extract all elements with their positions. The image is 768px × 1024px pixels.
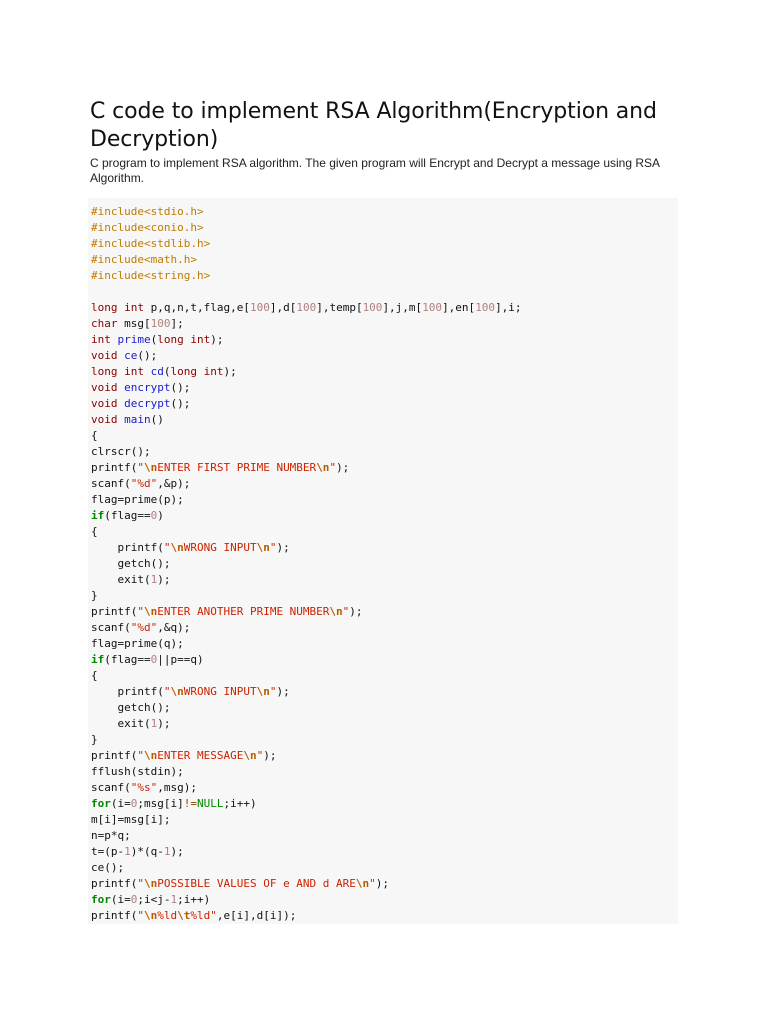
code-token: #include<stdio.h>	[91, 205, 204, 218]
code-line	[91, 860, 678, 876]
code-token: )	[157, 509, 164, 522]
code-token: ],temp[	[316, 301, 363, 314]
code-token: "	[137, 749, 144, 762]
code-token: \n	[143, 461, 158, 474]
code-line	[91, 828, 678, 844]
code-token: exit(	[91, 717, 151, 730]
code-token: \n	[329, 605, 343, 618]
code-line	[91, 428, 678, 444]
code-line	[91, 572, 678, 588]
code-line	[91, 444, 678, 460]
code-token: "%s"	[130, 781, 158, 794]
code-token: )*(q-	[130, 845, 164, 858]
code-token: printf(	[91, 877, 138, 890]
code-token: ENTER ANOTHER PRIME NUMBER	[157, 605, 330, 618]
code-token: getch();	[91, 701, 171, 714]
code-line	[91, 284, 678, 300]
code-line	[91, 476, 678, 492]
code-token: (flag==	[104, 653, 151, 666]
code-token: );	[210, 333, 224, 346]
code-token: fflush(stdin);	[91, 765, 184, 778]
code-token: \n	[143, 749, 158, 762]
code-line	[91, 668, 678, 684]
code-token: prime	[117, 333, 151, 346]
code-token: clrscr();	[91, 445, 151, 458]
code-token: ;i++)	[223, 797, 257, 810]
code-token: "	[163, 541, 171, 554]
code-token: "%d"	[130, 477, 158, 490]
code-line	[91, 316, 678, 332]
code-line	[91, 204, 678, 220]
code-token: encrypt	[124, 381, 171, 394]
code-token: int	[91, 333, 111, 346]
code-token: ];	[170, 317, 184, 330]
code-token: decrypt	[124, 397, 171, 410]
code-token: long int	[91, 301, 144, 314]
code-token: ENTER FIRST PRIME NUMBER	[157, 461, 317, 474]
code-token: !=	[183, 797, 197, 810]
code-token: 100	[296, 301, 317, 314]
code-token: ||p==q)	[157, 653, 204, 666]
code-token: printf(	[91, 605, 138, 618]
code-line	[91, 236, 678, 252]
code-token: );	[223, 365, 237, 378]
code-token: if	[91, 509, 105, 522]
code-line	[91, 620, 678, 636]
code-token: (i=	[110, 797, 131, 810]
code-token: #include<conio.h>	[91, 221, 204, 234]
code-token: );	[157, 573, 171, 586]
code-token: "	[256, 749, 264, 762]
code-token: "	[137, 605, 144, 618]
code-line	[91, 700, 678, 716]
code-token: cd	[150, 365, 164, 378]
code-token: (	[163, 365, 171, 378]
code-line	[91, 540, 678, 556]
code-line	[91, 780, 678, 796]
code-token: 100	[249, 301, 270, 314]
code-token: "	[269, 685, 277, 698]
code-token: #include<math.h>	[91, 253, 197, 266]
code-token: \n	[256, 541, 270, 554]
code-token: {	[91, 669, 98, 682]
code-token: if	[91, 653, 105, 666]
code-line	[91, 380, 678, 396]
code-token: 1	[170, 893, 178, 906]
code-token: ();	[170, 397, 191, 410]
code-token: 0	[150, 509, 158, 522]
code-line	[91, 652, 678, 668]
code-line	[91, 460, 678, 476]
code-line	[91, 748, 678, 764]
code-token: "	[163, 685, 171, 698]
code-token: "	[137, 909, 144, 922]
code-token: 0	[130, 797, 138, 810]
code-token: void	[91, 349, 118, 362]
code-token: "	[269, 541, 277, 554]
code-line	[91, 716, 678, 732]
code-token: 1	[163, 845, 171, 858]
page-title: C code to implement RSA Algorithm(Encryption and Decryption)	[90, 99, 657, 152]
code-token: printf(	[91, 685, 164, 698]
code-line	[91, 684, 678, 700]
code-token	[111, 333, 118, 346]
code-line	[91, 812, 678, 828]
code-token: ();	[170, 381, 191, 394]
code-line	[91, 220, 678, 236]
code-token: p,q,n,t,flag,e[	[143, 301, 250, 314]
code-token: );	[375, 877, 390, 890]
code-line	[91, 636, 678, 652]
code-line	[91, 412, 678, 428]
code-token: 1	[150, 573, 158, 586]
source-code	[88, 198, 678, 924]
code-token: ,&p);	[157, 477, 191, 490]
code-token: ;i<j-	[137, 893, 171, 906]
code-token: void	[91, 413, 118, 426]
code-line	[91, 796, 678, 812]
code-token: NULL	[196, 797, 224, 810]
code-token: 100	[362, 301, 383, 314]
code-line	[91, 844, 678, 860]
code-token: \n	[316, 461, 330, 474]
code-token: \n	[143, 909, 158, 922]
code-token: \n	[143, 877, 158, 890]
code-token: long int	[157, 333, 211, 346]
code-token: );	[349, 605, 363, 618]
code-token: scanf(	[91, 621, 131, 634]
code-token: (i=	[110, 893, 131, 906]
code-token: flag=prime(q);	[91, 637, 184, 650]
code-line	[91, 396, 678, 412]
code-token: printf(	[91, 749, 138, 762]
code-token: 1	[124, 845, 131, 858]
code-token: #include<stdlib.h>	[91, 237, 211, 250]
code-token: flag=prime(p);	[91, 493, 184, 506]
code-line	[91, 268, 678, 284]
code-token: "%d"	[130, 621, 158, 634]
code-token: {	[91, 525, 98, 538]
code-line	[91, 300, 678, 316]
code-line	[91, 588, 678, 604]
code-token: ;i++)	[177, 893, 211, 906]
intro-paragraph: C program to implement RSA algorithm. The given program will Encrypt and Decrypt a message using RSA Algorithm.	[90, 156, 660, 185]
code-token: "	[342, 605, 350, 618]
code-token: \n	[355, 877, 370, 890]
code-token: scanf(	[91, 781, 131, 794]
code-token: ce();	[91, 861, 125, 874]
code-token: \t	[177, 909, 191, 922]
code-token: \n	[256, 685, 270, 698]
code-token: msg[	[117, 317, 151, 330]
code-block	[88, 198, 678, 924]
code-token: ],d[	[269, 301, 297, 314]
code-token: );	[276, 685, 290, 698]
code-line	[91, 252, 678, 268]
code-token: ()	[150, 413, 164, 426]
code-token: printf(	[91, 909, 138, 922]
code-token: printf(	[91, 461, 138, 474]
code-token: 0	[130, 893, 138, 906]
code-line	[91, 364, 678, 380]
code-token: #include<string.h>	[91, 269, 211, 282]
code-token: n=p*q;	[91, 829, 131, 842]
code-line	[91, 732, 678, 748]
code-token: ();	[137, 349, 158, 362]
code-line	[91, 604, 678, 620]
code-token: ENTER MESSAGE	[157, 749, 244, 762]
code-token: t=(p-	[91, 845, 125, 858]
code-line	[91, 524, 678, 540]
code-token: exit(	[91, 573, 151, 586]
code-line	[91, 892, 678, 908]
code-token: %ld	[157, 909, 178, 922]
code-line	[91, 348, 678, 364]
code-token: getch();	[91, 557, 171, 570]
article-header	[90, 98, 680, 186]
code-token: "	[137, 877, 144, 890]
code-token: ],i;	[495, 301, 522, 314]
code-token: printf(	[91, 541, 164, 554]
code-token: ,&q);	[157, 621, 191, 634]
code-token: (flag==	[104, 509, 151, 522]
code-token: 1	[150, 717, 158, 730]
code-token: \n	[170, 685, 184, 698]
code-token: \n	[143, 605, 158, 618]
code-token: %ld"	[190, 909, 217, 922]
code-token: );	[170, 845, 184, 858]
code-line	[91, 332, 678, 348]
code-token: long int	[170, 365, 224, 378]
code-token: ],j,m[	[382, 301, 423, 314]
code-token: );	[276, 541, 290, 554]
code-token: ;msg[i]	[137, 797, 184, 810]
code-token: 100	[422, 301, 443, 314]
code-token: WRONG INPUT	[183, 541, 257, 554]
code-token: for	[91, 797, 111, 810]
code-token: );	[336, 461, 350, 474]
code-line	[91, 556, 678, 572]
code-token: (	[150, 333, 158, 346]
code-token: ce	[124, 349, 138, 362]
code-token: WRONG INPUT	[183, 685, 257, 698]
code-token: \n	[170, 541, 184, 554]
code-token: \n	[243, 749, 257, 762]
code-token: 100	[475, 301, 496, 314]
code-token: char	[91, 317, 118, 330]
code-line	[91, 876, 678, 892]
code-line	[91, 508, 678, 524]
code-token: void	[91, 381, 118, 394]
code-token: for	[91, 893, 111, 906]
code-token: ,msg);	[157, 781, 197, 794]
code-token: m[i]=msg[i];	[91, 813, 171, 826]
code-line	[91, 908, 678, 924]
code-token: void	[91, 397, 118, 410]
code-line	[91, 492, 678, 508]
code-token: }	[91, 589, 98, 602]
code-token: scanf(	[91, 477, 131, 490]
code-token: 100	[150, 317, 171, 330]
code-token: 0	[150, 653, 158, 666]
code-token: );	[263, 749, 277, 762]
code-line	[91, 764, 678, 780]
code-token: }	[91, 733, 98, 746]
code-token: ,e[i],d[i]);	[216, 909, 297, 922]
code-token	[144, 365, 151, 378]
code-token: "	[369, 877, 376, 890]
code-token: {	[91, 429, 98, 442]
code-token: "	[137, 461, 144, 474]
code-token: POSSIBLE VALUES OF e AND d ARE	[157, 877, 356, 890]
code-token: long int	[91, 365, 144, 378]
code-token: );	[157, 717, 171, 730]
code-token: "	[329, 461, 337, 474]
code-token: main	[124, 413, 151, 426]
code-token: ],en[	[442, 301, 476, 314]
